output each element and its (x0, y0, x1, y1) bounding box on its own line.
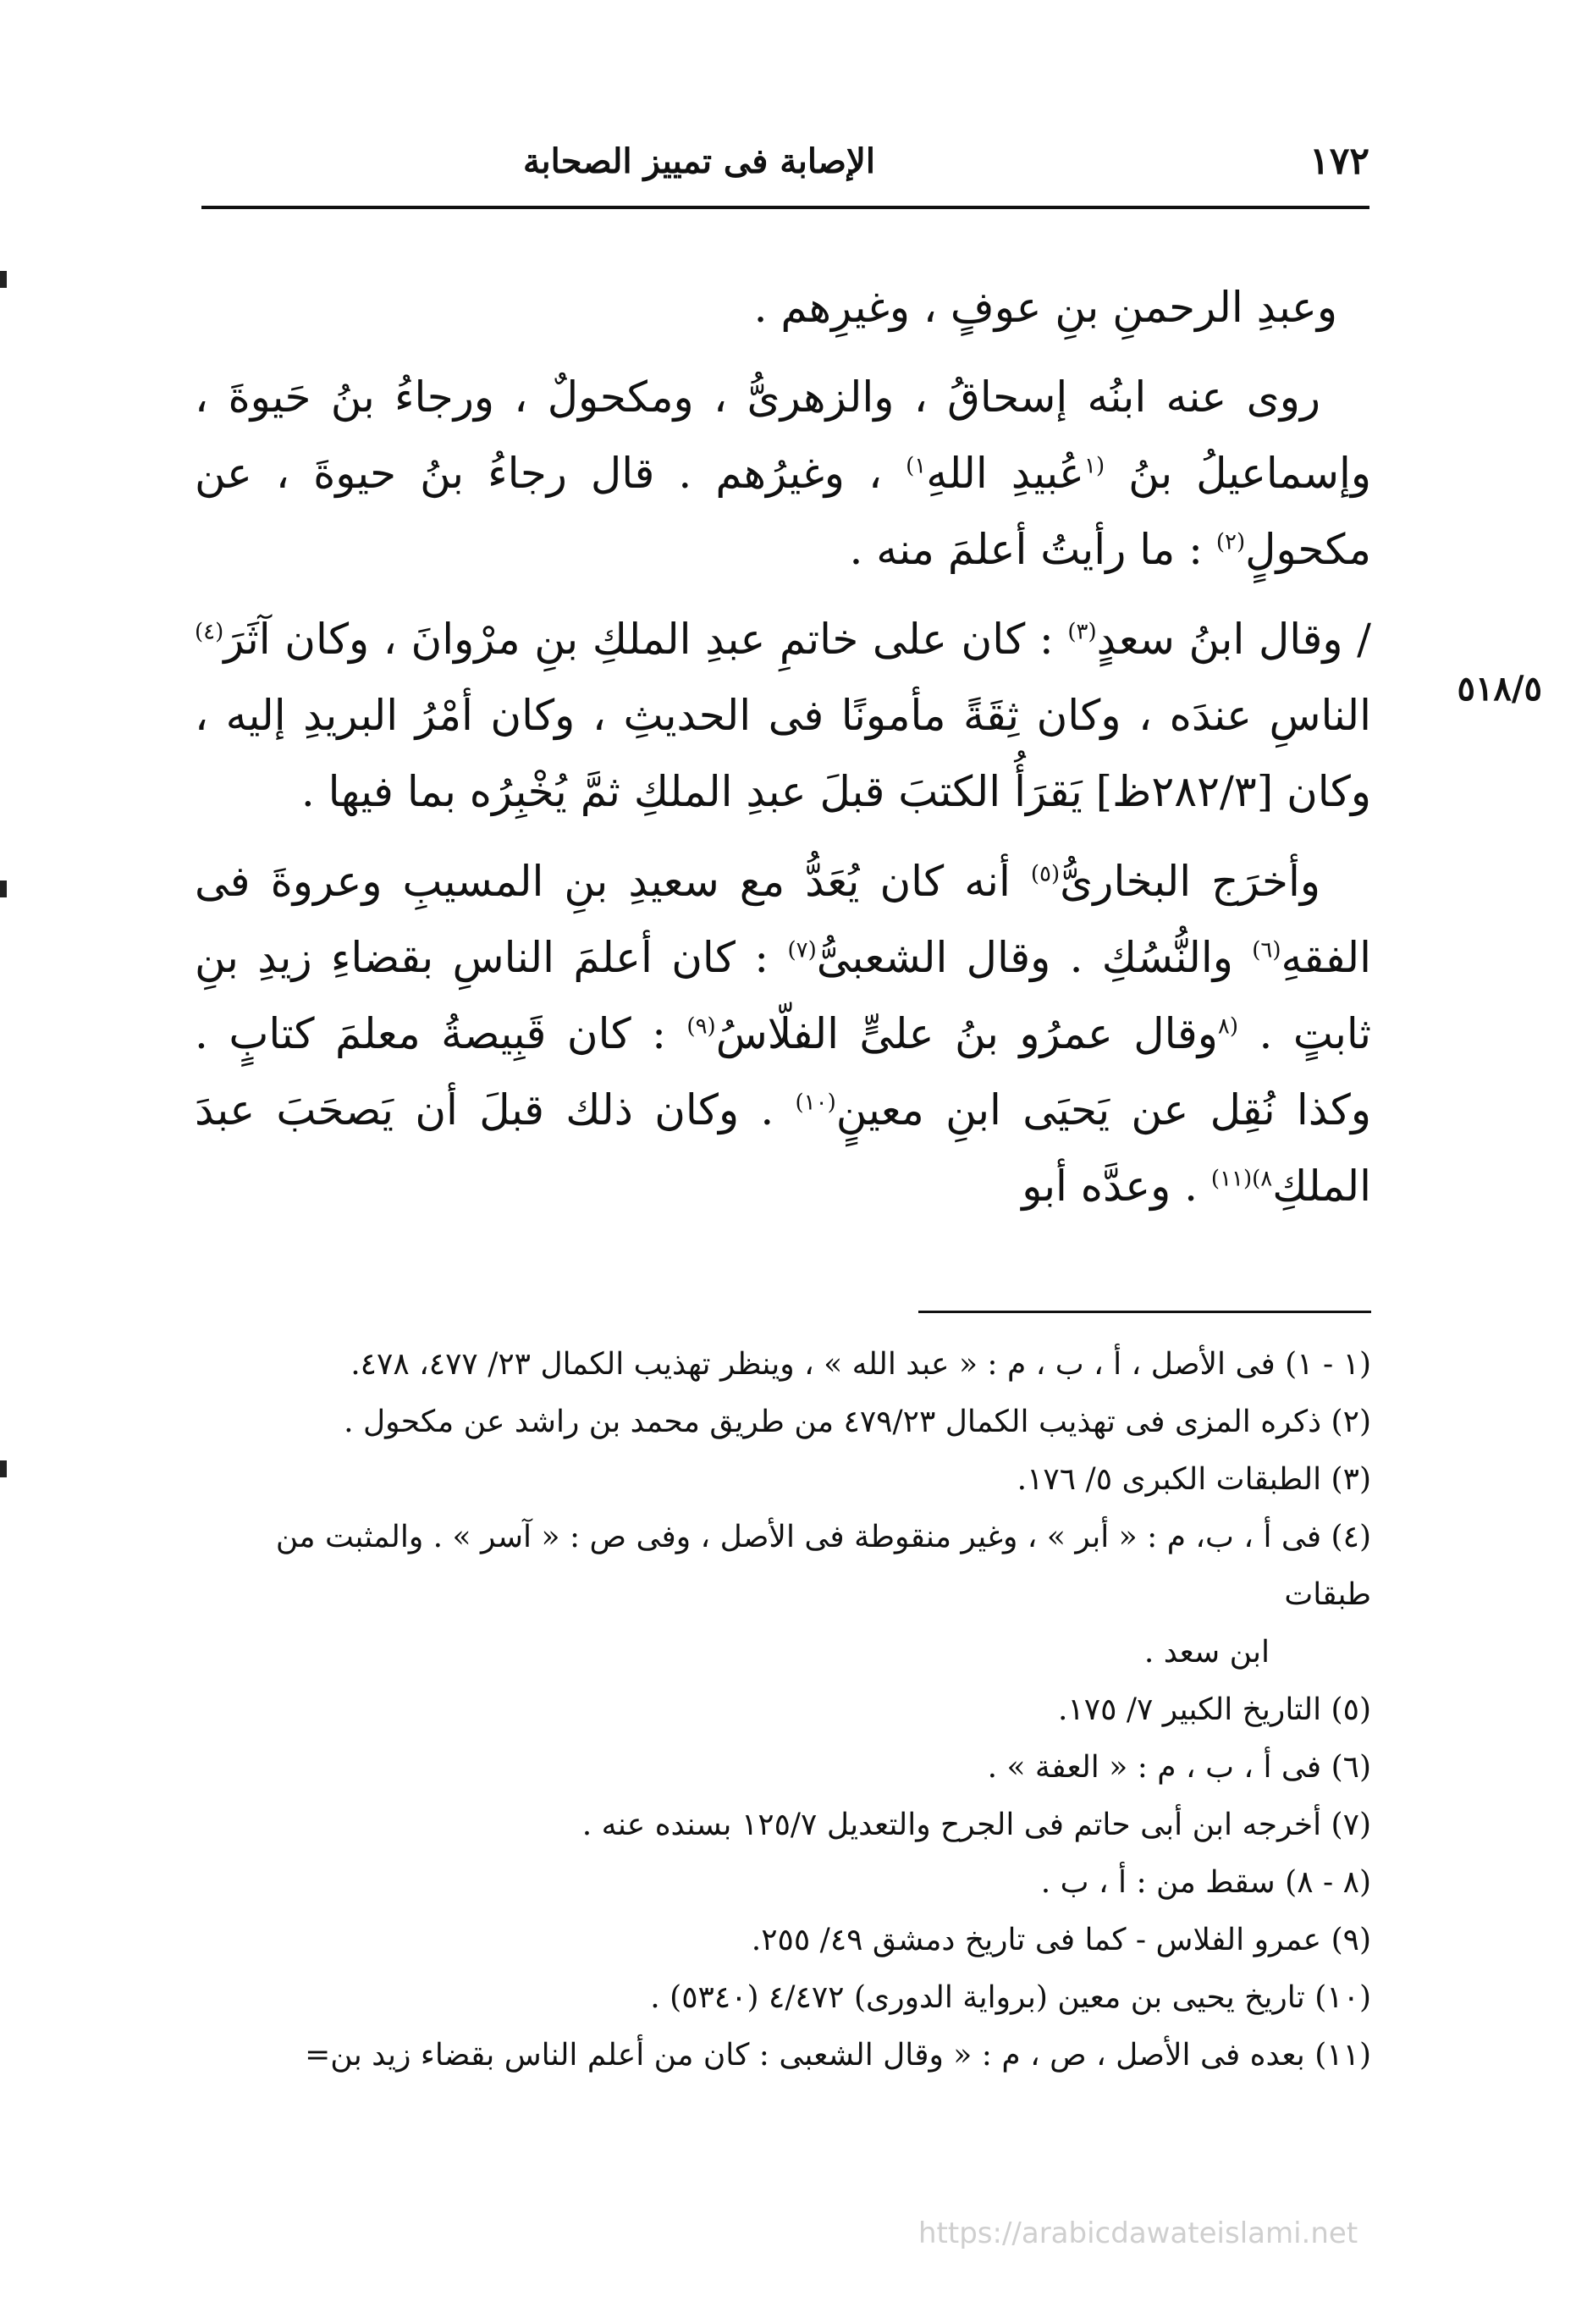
scan-edge-mark (0, 1460, 7, 1477)
text-run: وعبدِ الرحمنِ بنِ عوفٍ ، وغيرِهم . (753, 283, 1337, 332)
footnote: (٧) أخرجه ابن أبى حاتم فى الجرح والتعديل ١٢٥/٧ بسنده عنه . (581, 1808, 1371, 1842)
footnote-marker: (٩) (686, 1013, 716, 1040)
footnotes (195, 1336, 1371, 2084)
text-run: ، وغيرُهم . قال رجاءُ بنُ حيوةَ ، عن مكحولٍ (195, 449, 1371, 574)
scan-edge-mark (0, 271, 7, 288)
footnote: (٤) فى أ ، ب، م : « أبر » ، وغير منقوطة فى الأصل ، وفى ص : « آسر » . والمثبت من طبقات (275, 1520, 1371, 1612)
footnote-separator (918, 1311, 1371, 1313)
header-rule (201, 206, 1369, 209)
footnote: (١ - ١) فى الأصل ، أ ، ب ، م : « عبد الله » ، وينظر تهذيب الكمال ٢٣/ ٤٧٧، ٤٧٨. (350, 1347, 1371, 1382)
footnote: (٣) الطبقات الكبرى ٥/ ١٧٦. (1017, 1462, 1371, 1497)
footnote-marker: (٢) (1215, 529, 1246, 555)
text-run: عُبيدِ اللهِ (926, 449, 1084, 498)
text-run: : كان قَبِيصةُ معلمَ كتابٍ . وكذا نُقِل عن يَحيَى ابنِ معينٍ (195, 1009, 1371, 1134)
paragraph (195, 843, 1371, 1224)
text-run: روى عنه ابنُه إسحاقُ ، والزهرىُّ ، ومكحولٌ ، ورجاءُ بنُ حَيوةَ ، وإسماعيلُ بنُ (195, 373, 1371, 498)
text-run: وقال عمرُو بنُ علىٍّ الفلّاسُ (715, 1009, 1218, 1058)
footnote-marker: ٨)(١١) (1210, 1166, 1273, 1192)
text-run: / وقال ابنُ سعدٍ (1096, 615, 1371, 664)
footnote: (٥) التاريخ الكبير ٧/ ١٧٥. (1057, 1692, 1371, 1727)
text-run: الناسِ عندَه ، وكان ثِقَةً مأمونًا فى الحديثِ ، وكان أمْرُ البريدِ إليه ، وكان [٢٨٢/٣ظ] يَقرَأُ الكتبَ قبلَ عبدِ الملكِ ثمَّ يُخْبِرُه بما فيها . (195, 691, 1371, 816)
watermark-url: https://arabicdawateislami.net (918, 2216, 1358, 2250)
footnote: (٦) فى أ ، ب ، م : « العفة » . (987, 1750, 1371, 1785)
text-run: : كان أعلمَ الناسِ بقضاءِ زيدِ بنِ ثابتٍ . (195, 933, 1372, 1058)
main-text (195, 269, 1371, 1238)
footnote: (١٠) تاريخ يحيى بن معين (برواية الدورى) ٤/٤٧٢ (٥٣٤٠) . (650, 1980, 1371, 2015)
paragraph (195, 601, 1371, 830)
footnote-marker: (٥) (1030, 861, 1061, 887)
footnote: (٢) ذكره المزى فى تهذيب الكمال ٤٧٩/٢٣ من طريق محمد بن راشد عن مكحول . (344, 1405, 1371, 1439)
footnote-marker: (٣) (1067, 619, 1097, 645)
footnote-marker: (٤) (195, 619, 224, 645)
page-header (201, 127, 1369, 195)
text-run: : ما رأيتُ أعلمَ منه . (849, 525, 1216, 574)
footnote-continuation: ابن سعد . (1143, 1635, 1270, 1670)
text-run: وأخرَج البخارىُّ (1060, 857, 1320, 906)
page-number: ١٧٢ (1309, 139, 1369, 183)
paragraph (195, 269, 1371, 345)
text-run: أنه كان يُعَدُّ مع سعيدِ بنِ المسيبِ وعروةَ فى الفقهِ (195, 857, 1372, 982)
text-run: : كان على خاتمِ عبدِ الملكِ بنِ مرْوانَ ، وكان آثَرَ (223, 615, 1068, 664)
footnote-marker: ١) (906, 453, 927, 479)
running-title: الإصابة فى تمييز الصحابة (523, 141, 875, 181)
footnote: (١١) بعده فى الأصل ، ص ، م : « وقال الشعبى : كان من أعلم الناس بقضاء زيد بن= (305, 2038, 1371, 2073)
footnote-marker: (٨ (1217, 1013, 1239, 1040)
footnote: (٩) عمرو الفلاس - كما فى تاريخ دمشق ٤٩/ ٢٥٥. (751, 1923, 1371, 1957)
footnote-marker: (٧) (787, 937, 817, 963)
text-run: . وكان ذلك قبلَ أن يَصحَبَ عبدَ الملكِ (195, 1085, 1371, 1211)
text-run: والنُّسُكِ . وقال الشعبىُّ (816, 933, 1253, 982)
footnote: (٨ - ٨) سقط من : أ ، ب . (1040, 1865, 1371, 1900)
paragraph (195, 359, 1371, 588)
footnote-marker: (١ (1084, 453, 1105, 479)
text-run: . وعدَّه أبو (1022, 1162, 1211, 1211)
scan-edge-mark (0, 880, 7, 897)
footnote-marker: (٦) (1252, 937, 1281, 963)
margin-reference: ٥١٨/٥ (1457, 669, 1542, 709)
footnote-marker: (١٠) (795, 1090, 836, 1116)
